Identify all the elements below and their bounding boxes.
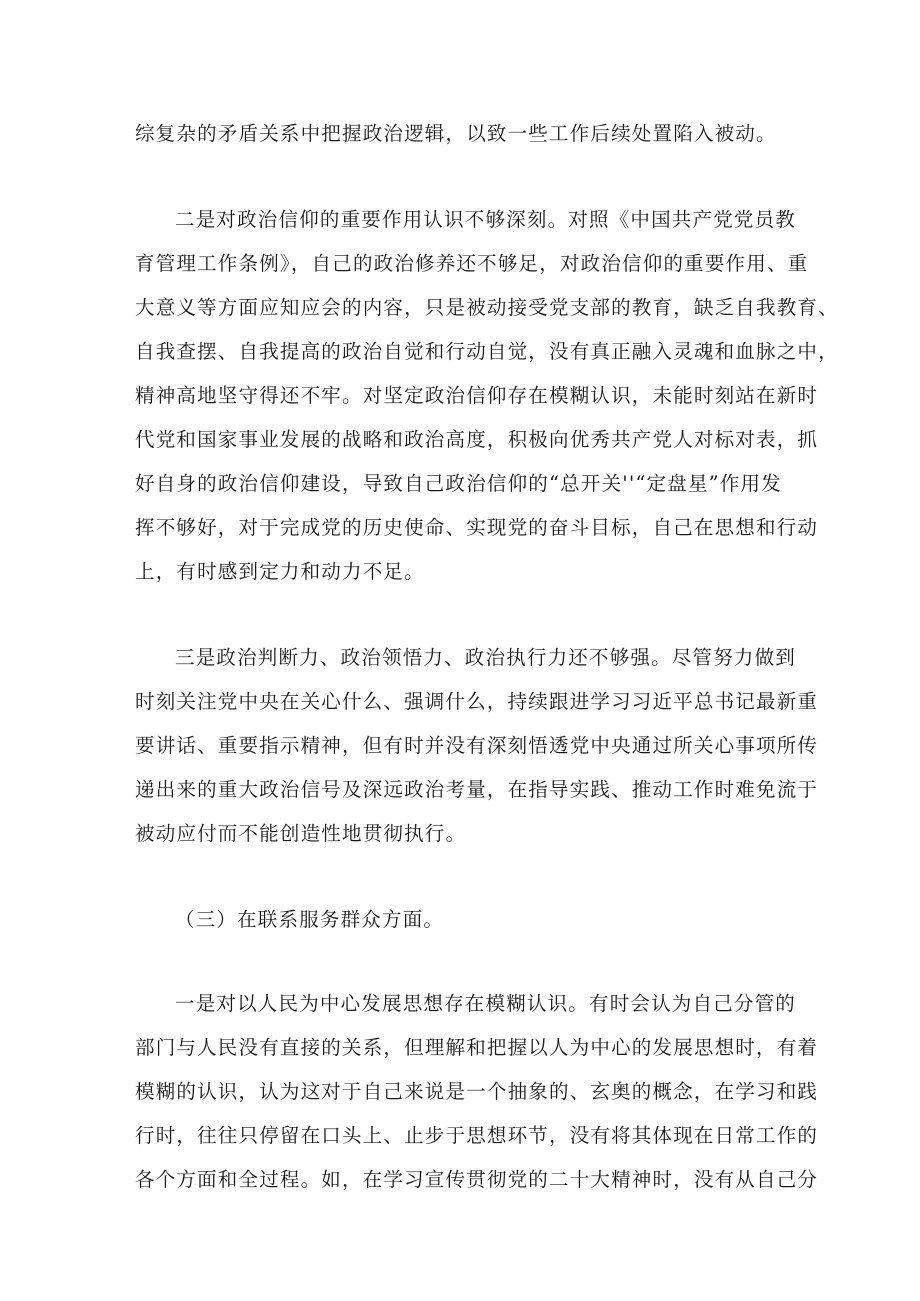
text-line: 大意义等方面应知应会的内容，只是被动接受党支部的教育，缺乏自我教育、: [135, 296, 839, 319]
paragraph-gap: [135, 156, 787, 198]
text-line: 部门与人民没有直接的关系，但理解和把握以人为中心的发展思想时，有着: [135, 1036, 819, 1059]
paragraph-gap: [135, 942, 787, 982]
text-line: 二是对政治信仰的重要作用认识不够深刻。对照《中国共产党党员教: [175, 208, 797, 231]
text-line: 代党和国家事业发展的战略和政治高度，积极向优秀共产党人对标对表，抓: [135, 428, 819, 451]
text-line: 精神高地坚守得还不牢。对坚定政治信仰存在模糊认识，未能时刻站在新时: [135, 384, 819, 407]
text-line: 递出来的重大政治信号及深远政治考量，在指导实践、推动工作时难免流于: [135, 778, 819, 801]
text-line: 模糊的认识，认为这对于自己来说是一个抽象的、玄奥的概念，在学习和践: [135, 1080, 819, 1103]
section-heading: [135, 898, 787, 942]
text-line: （三）在联系服务群众方面。: [175, 908, 445, 931]
text-line: 被动应付而不能创造性地贯彻执行。: [135, 822, 467, 845]
text-line: 好自身的政治信仰建设，导致自己政治信仰的“总开关''“定盘星”作用发: [135, 472, 782, 495]
paragraph-political-belief: [135, 198, 839, 594]
text-line: 上，有时感到定力和动力不足。: [135, 560, 425, 583]
text-line: 三是政治判断力、政治领悟力、政治执行力还不够强。尽管努力做到: [175, 646, 797, 669]
text-line: 育管理工作条例》，自己的政治修养还不够足，对政治信仰的重要作用、重: [135, 252, 809, 275]
paragraph-gap: [135, 594, 787, 636]
text-line: 时刻关注党中央在关心什么、强调什么，持续跟进学习习近平总书记最新重: [135, 690, 819, 713]
text-line: 综复杂的矛盾关系中把握政治逻辑，以致一些工作后续处置陷入被动。: [135, 122, 777, 145]
text-line: 挥不够好，对于完成党的历史使命、实现党的奋斗目标，自己在思想和行动: [135, 516, 819, 539]
paragraph-political-judgment: [135, 636, 819, 856]
paragraph-gap: [135, 856, 787, 898]
text-line: 自我查摆、自我提高的政治自觉和行动自觉，没有真正融入灵魂和血脉之中，: [135, 340, 839, 363]
text-line: 各个方面和全过程。如，在学习宣传贯彻党的二十大精神时，没有从自己分: [135, 1168, 819, 1191]
paragraph-people-centered: [135, 982, 819, 1202]
text-line: 要讲话、重要指示精神，但有时并没有深刻悟透党中央通过所关心事项所传: [135, 734, 819, 757]
paragraph-continuation: [135, 112, 787, 156]
document-body: [135, 112, 839, 1202]
text-line: 行时，往往只停留在口头上、止步于思想环节，没有将其体现在日常工作的: [135, 1124, 819, 1147]
text-line: 一是对以人民为中心发展思想存在模糊认识。有时会认为自己分管的: [175, 992, 797, 1015]
